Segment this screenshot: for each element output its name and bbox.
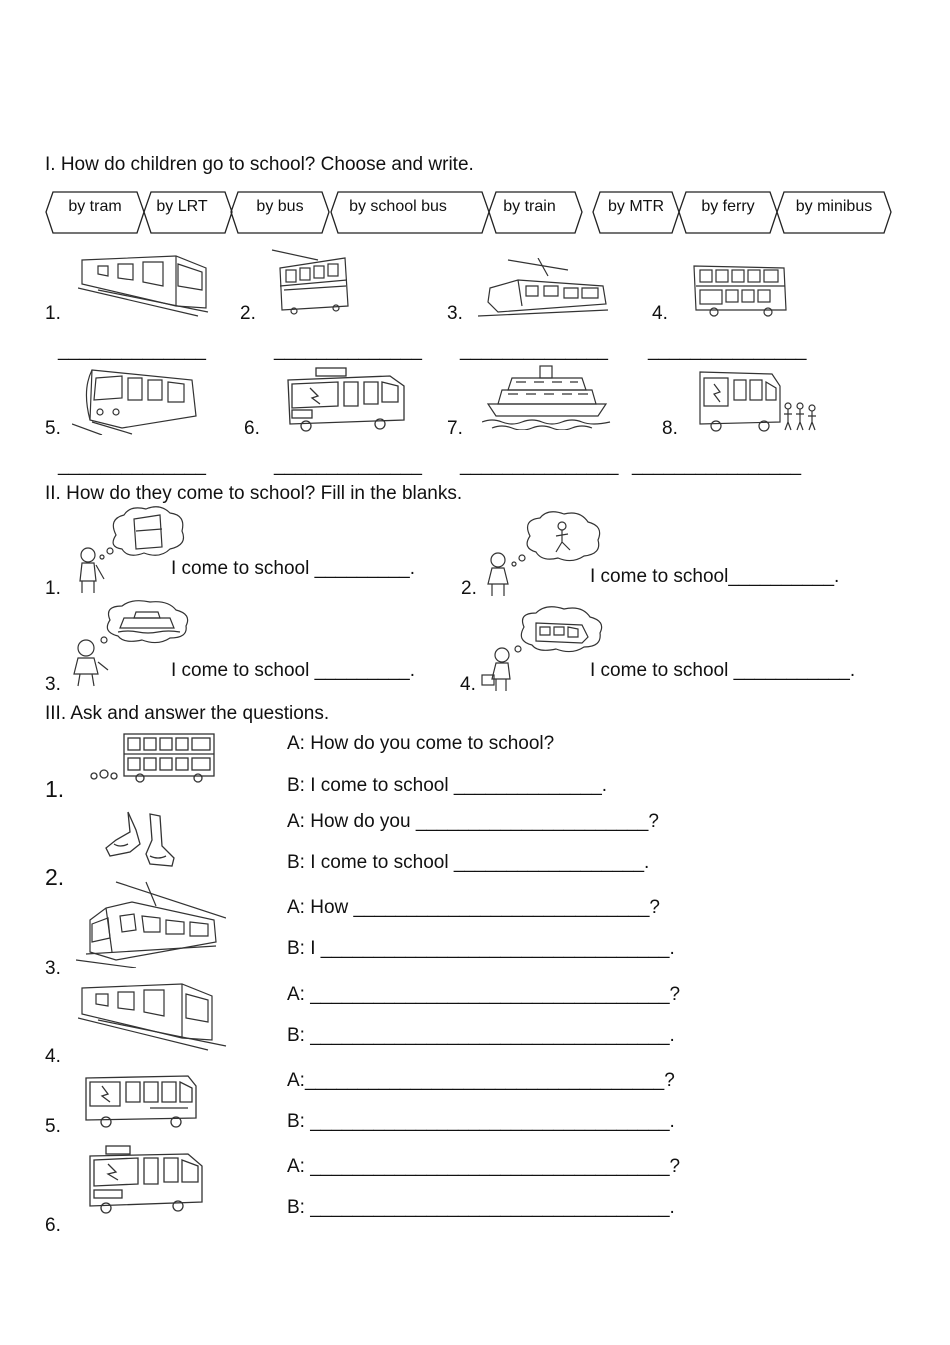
s3-q3-number: 3. xyxy=(45,958,61,979)
mtr-front-icon xyxy=(72,360,202,435)
s3-q5-answer[interactable]: B: __________________________________. xyxy=(287,1111,675,1132)
tram-icon xyxy=(270,248,355,318)
answer-blank-1[interactable]: ______________ xyxy=(58,340,206,361)
s2-q4-number: 4. xyxy=(460,674,476,695)
s2-sentence-4[interactable]: I come to school ___________. xyxy=(590,660,856,681)
s3-q6-question[interactable]: A: __________________________________? xyxy=(287,1156,681,1177)
ferry-icon xyxy=(482,364,612,430)
q8-number: 8. xyxy=(662,418,678,439)
girl-thinking-walking-icon xyxy=(480,510,605,598)
answer-blank-8[interactable]: ________________ xyxy=(632,455,802,476)
bus-icon xyxy=(690,262,790,318)
s2-q3-number: 3. xyxy=(45,674,61,695)
option-by-mtr: by MTR xyxy=(592,191,680,234)
lrt-tram-icon xyxy=(76,880,226,968)
q2-number: 2. xyxy=(240,303,256,324)
s3-q3-question[interactable]: A: How ____________________________? xyxy=(287,897,660,918)
s3-q4-answer[interactable]: B: __________________________________. xyxy=(287,1025,675,1046)
section3-title: III. Ask and answer the questions. xyxy=(45,703,330,724)
mtr-train-side-icon xyxy=(78,980,228,1054)
s2-q2-number: 2. xyxy=(461,578,477,599)
s3-q1-answer[interactable]: B: I come to school ______________. xyxy=(287,775,608,796)
q4-number: 4. xyxy=(652,303,668,324)
q7-number: 7. xyxy=(447,418,463,439)
walking-feet-icon xyxy=(100,810,178,872)
s2-q1-number: 1. xyxy=(45,578,61,599)
lrt-train-icon xyxy=(478,258,613,320)
s3-q5-number: 5. xyxy=(45,1116,61,1137)
answer-blank-7[interactable]: _______________ xyxy=(460,455,619,476)
s3-q5-question[interactable]: A:__________________________________? xyxy=(287,1070,675,1091)
minibus-icon xyxy=(282,366,407,436)
s3-q2-number: 2. xyxy=(45,864,65,890)
double-decker-bus-icon xyxy=(86,732,218,784)
option-by-minibus: by minibus xyxy=(776,191,892,234)
q5-number: 5. xyxy=(45,418,61,439)
q3-number: 3. xyxy=(447,303,463,324)
s3-q6-answer[interactable]: B: __________________________________. xyxy=(287,1197,675,1218)
s3-q1-number: 1. xyxy=(45,776,65,802)
answer-blank-4[interactable]: _______________ xyxy=(648,340,807,361)
boy-thinking-tram-icon xyxy=(72,505,192,595)
answer-blank-6[interactable]: ______________ xyxy=(274,455,422,476)
s3-q2-question[interactable]: A: How do you ______________________? xyxy=(287,811,659,832)
s3-q6-number: 6. xyxy=(45,1215,61,1236)
s3-q1-question: A: How do you come to school? xyxy=(287,733,555,754)
option-by-lrt: by LRT xyxy=(143,191,233,234)
school-bus-children-icon xyxy=(694,366,820,436)
mtr-train-icon xyxy=(78,250,218,320)
girl-thinking-train-icon xyxy=(478,605,606,693)
school-bus-icon xyxy=(80,1070,200,1128)
option-by-bus: by bus xyxy=(230,191,330,234)
minibus-front-icon xyxy=(84,1144,206,1218)
s3-q2-answer[interactable]: B: I come to school __________________. xyxy=(287,852,650,873)
answer-blank-5[interactable]: ______________ xyxy=(58,455,206,476)
s3-q4-number: 4. xyxy=(45,1046,61,1067)
s2-sentence-1[interactable]: I come to school _________. xyxy=(171,558,416,579)
answer-blank-2[interactable]: ______________ xyxy=(274,340,422,361)
s3-q3-answer[interactable]: B: I _________________________________. xyxy=(287,938,675,959)
q1-number: 1. xyxy=(45,303,61,324)
s2-sentence-3[interactable]: I come to school _________. xyxy=(171,660,416,681)
s3-q4-question[interactable]: A: __________________________________? xyxy=(287,984,681,1005)
answer-blank-3[interactable]: ______________ xyxy=(460,340,608,361)
section1-title: I. How do children go to school? Choose and write. xyxy=(45,154,474,175)
option-by-train: by train xyxy=(488,191,583,234)
section2-title: II. How do they come to school? Fill in the blanks. xyxy=(45,483,463,504)
option-by-school-bus: by school bus xyxy=(330,191,490,234)
s2-sentence-2[interactable]: I come to school__________. xyxy=(590,566,840,587)
option-by-ferry: by ferry xyxy=(678,191,778,234)
q6-number: 6. xyxy=(244,418,260,439)
option-by-tram: by tram xyxy=(45,191,145,234)
